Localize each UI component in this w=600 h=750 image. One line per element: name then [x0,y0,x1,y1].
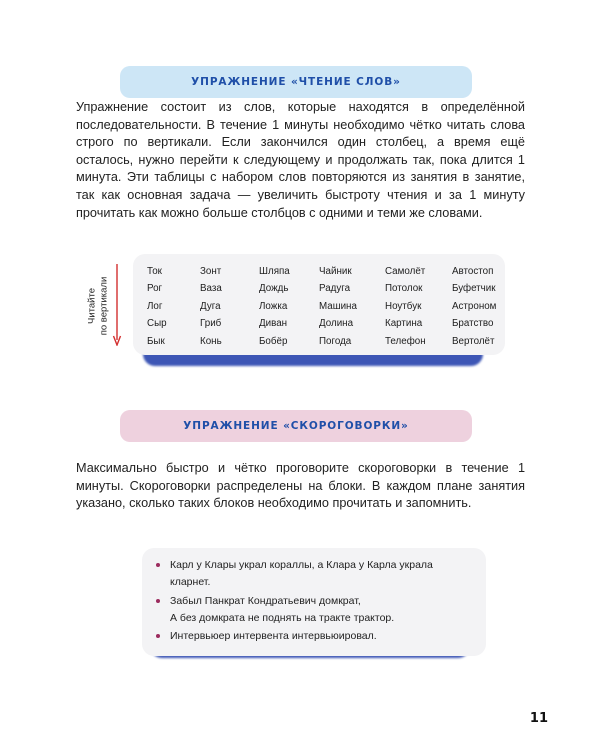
section-title-text: УПРАЖНЕНИЕ «СКОРОГОВОРКИ» [183,420,409,432]
vertical-label-line2: по вертикали [98,276,109,336]
word-column [385,263,426,350]
section-title-reading-words [120,66,472,98]
twister-line: Забыл Панкрат Кондратьевич домкрат, [170,595,361,607]
word: Чайник [319,266,352,277]
word-column [259,263,290,350]
word: Дуга [200,300,221,312]
word: Бык [147,335,165,347]
down-arrow-icon [112,264,122,346]
word: Радуга [319,283,351,295]
word-column [319,263,357,350]
twister-line: Интервьюер интервента интервьюировал. [170,630,377,642]
word: Сыр [147,318,167,330]
section-title-text: УПРАЖНЕНИЕ «ЧТЕНИЕ СЛОВ» [191,76,401,88]
section-title-tongue-twisters [120,410,472,442]
word: Диван [259,318,288,330]
word: Бобёр [259,335,288,347]
word-table [133,254,505,355]
list-item [156,557,482,590]
word: Автостоп [452,266,494,277]
word-column [452,263,496,350]
word-column [200,263,222,350]
word: Шляпа [259,266,290,277]
word: Лог [147,300,163,312]
word: Ток [147,266,162,277]
word: Ноутбук [385,300,422,312]
word: Зонт [200,266,222,277]
word: Гриб [200,318,222,330]
tongue-twister-description: Максимально быстро и чётко проговорите скороговорки в течение 1 минуты. Скороговорки распределены на блоки. В каждом плане занятия указано, сколько таких блоков необходимо прочитать и запомнить. [76,461,525,511]
word: Братство [452,318,494,330]
twister-line: кларнет. [170,575,211,588]
list-item [156,593,482,626]
bullet-icon [156,599,160,603]
word: Ваза [200,283,222,295]
reading-exercise-description: Упражнение состоит из слов, которые находятся в определённой последовательности. В течение 1 минуты необходимо чётко читать слова строго по вертикали. Если закончился один столбец, а время ещё осталось, нужно перейти к следующему и продолжать так, пока длится 1 минута. Эти таблицы с набором слов повторяются из занятия в занятие, так как основная задача — увеличить быстроту чтения и за 1 минуту прочитать как можно больше столбцов с одними и теми же словами. [76,100,525,220]
bullet-icon [156,563,160,567]
word: Картина [385,318,423,330]
word: Погода [319,335,352,347]
word: Рог [147,283,163,295]
read-vertically-label [80,268,116,344]
twister-line: А без домкрата не поднять на тракте трактор. [170,611,395,624]
word: Дождь [259,283,289,295]
word: Астроном [452,300,497,312]
bullet-icon [156,634,160,638]
word: Телефон [385,335,426,347]
word: Машина [319,300,357,312]
list-item [156,628,482,645]
twister-line: Карл у Клары украл кораллы, а Клара у Карла украла [170,559,433,571]
word: Самолёт [385,266,426,277]
word: Конь [200,335,222,347]
word: Долина [319,318,354,330]
word: Буфетчик [452,283,496,295]
tongue-twister-box [142,548,486,656]
word-column [147,263,167,350]
word: Потолок [385,283,423,295]
vertical-label-line1: Читайте [86,288,98,325]
word: Ложка [259,300,288,312]
page-number: 11 [529,711,548,726]
word: Вертолёт [452,335,495,347]
